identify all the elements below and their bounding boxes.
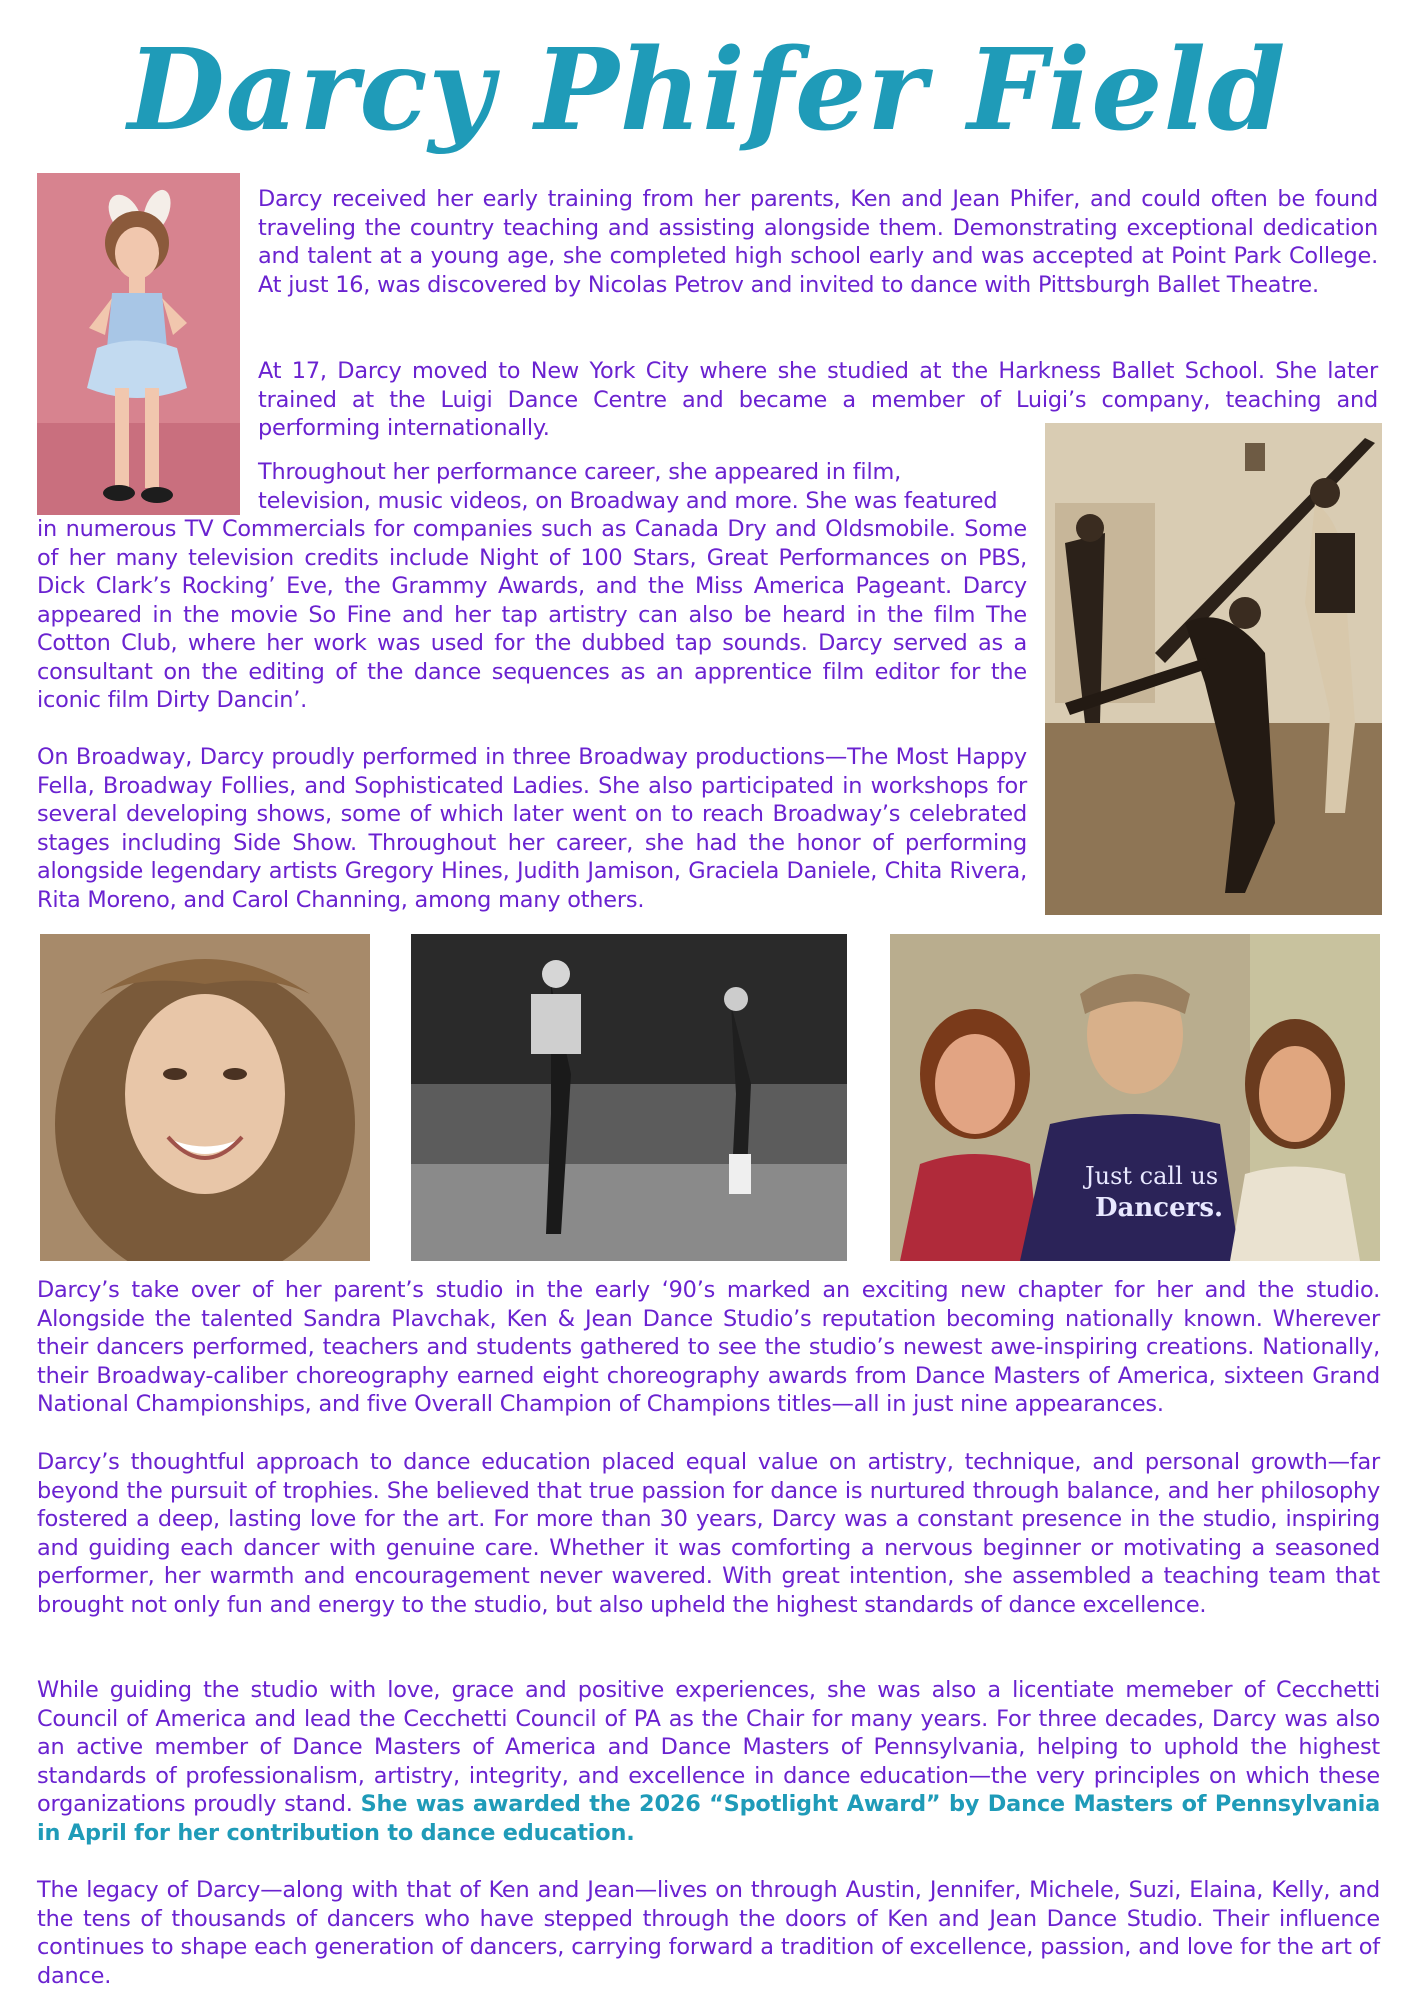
paragraph-performance-intro: Throughout her performance career, she appeared in film, television, music videos, on Broadway and more. She was featured bbox=[258, 459, 998, 514]
paragraph-cecchetti-council bbox=[37, 1676, 1380, 1847]
paragraph-broadway: On Broadway, Darcy proudly performed in three Broadway productions—The Most Happy Fella, Broadway Follies, and Sophisticated Ladies. She also participated in workshops for several developing shows, some of which later went on to reach Broadway’s celebrated stages including Side Show. Throughout her career, she had the honor of performing alongside legendary artists Gregory Hines, Judith Jamison, Graciela Daniele, Chita Rivera, Rita Moreno, and Carol Channing, among many others. bbox=[37, 744, 1027, 913]
paragraph-education-approach: Darcy’s thoughtful approach to dance education placed equal value on artistry, technique, and personal growth—far beyond the pursuit of trophies. She believed that true passion for dance is nurtured through balance, and her philosophy fostered a deep, lasting love for the art. For more than 30 years, Darcy was a constant presence in the studio, inspiring and guiding each dancer with genuine care. Whether it was comforting a nervous beginner or motivating a seasoned performer, her warmth and encouragement never wavered. With great intention, she assembled a teaching team that brought not only fun and energy to the studio, but also upheld the highest standards of dance excellence. bbox=[37, 1449, 1380, 1618]
stage-performance-photo bbox=[411, 934, 847, 1261]
paragraph-studio-takeover: Darcy’s take over of her parent’s studio in the early ‘90’s marked an exciting new chapter for her and the studio. Alongside the talented Sandra Plavchak, Ken & Jean Dance Studio’s reputation becoming nationally known. Wherever their dancers performed, teachers and students gathered to see the studio’s newest awe-inspiring creations. Nationally, their Broadway-caliber choreography earned eight choreography awards from Dance Masters of America, sixteen Grand National Championships, and five Overall Champion of Champions titles—all in just nine appearances. bbox=[37, 1277, 1380, 1417]
page-title: Darcy Phifer Field bbox=[127, 25, 1287, 156]
shirt-text-line-2: Dancers. bbox=[1095, 1193, 1224, 1223]
childhood-tutu-photo bbox=[37, 173, 240, 515]
headshot-portrait-photo bbox=[40, 934, 370, 1261]
cecchetti-text: While guiding the studio with love, grace and positive experiences, she was also a licentiate memeber of Cecchetti Council of America and lead the Cecchetti Council of PA as the Chair for many years. For three decades, Darcy was also an active member of Dance Masters of America and Dance Masters of Pennsylvania, helping to uphold the highest standards of professionalism, artistry, integrity, and excellence in dance education—the very principles on which these organizations proudly stand. bbox=[37, 1677, 1380, 1817]
shirt-text-line-1: Just call us bbox=[1085, 1162, 1219, 1190]
three-dancers-photo bbox=[890, 934, 1380, 1261]
paragraph-new-york: At 17, Darcy moved to New York City where she studied at the Harkness Ballet School. She later trained at the Luigi Dance Centre and became a member of Luigi’s company, teaching and performing internationally. bbox=[258, 358, 1378, 441]
paragraph-early-training: Darcy received her early training from her parents, Ken and Jean Phifer, and could often be found traveling the country teaching and assisting alongside them. Demonstrating exceptional dedication and talent at a young age, she completed high school early and was accepted at Point Park College. At just 16, was discovered by Nicolas Petrov and invited to dance with Pittsburgh Ballet Theatre. bbox=[258, 186, 1378, 298]
spotlight-award-highlight: She was awarded the 2026 “Spotlight Award” by Dance Masters of Pennsylvania in April for her contribution to dance education. bbox=[37, 1791, 1380, 1846]
paragraph-performance-credits: in numerous TV Commercials for companies such as Canada Dry and Oldsmobile. Some of her many television credits include Night of 100 Stars, Great Performances on PBS, Dick Clark’s Rocking’ Eve, the Grammy Awards, and the Miss America Pageant. Darcy appeared in the movie So Fine and her tap artistry can also be heard in the film The Cotton Club, where her work was used for the dubbed tap sounds. Darcy served as a consultant on the editing of the dance sequences as an apprentice film editor for the iconic film Dirty Dancin’. bbox=[37, 516, 1027, 713]
dance-class-photo bbox=[1045, 423, 1382, 915]
paragraph-legacy: The legacy of Darcy—along with that of Ken and Jean—lives on through Austin, Jennifer, Michele, Suzi, Elaina, Kelly, and the tens of thousands of dancers who have stepped through the doors of Ken and Jean Dance Studio. Their influence continues to shape each generation of dancers, carrying forward a tradition of excellence, passion, and love for the art of dance. bbox=[37, 1877, 1380, 1989]
